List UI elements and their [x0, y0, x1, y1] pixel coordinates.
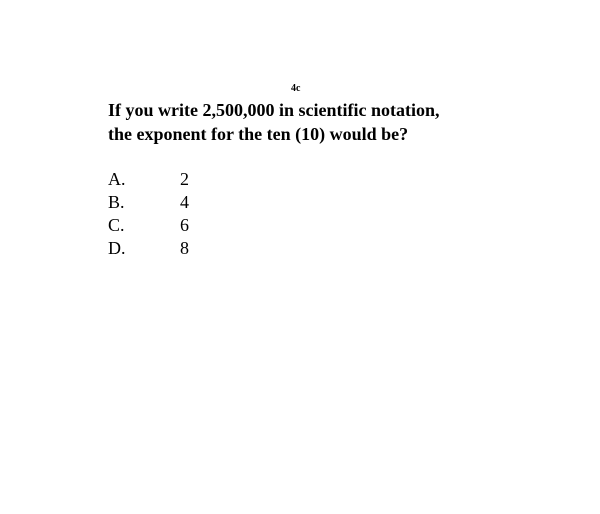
option-letter: C. — [108, 215, 125, 235]
question-line-1: If you write 2,500,000 in scientific notation, — [108, 100, 440, 120]
option-letter: A. — [108, 169, 126, 189]
option-letter: D. — [108, 238, 126, 258]
option-letter: B. — [108, 192, 125, 212]
answer-options — [108, 168, 200, 260]
option-value: 6 — [180, 215, 189, 235]
question-text — [108, 98, 548, 146]
option-value: 4 — [180, 192, 189, 212]
option-value: 8 — [180, 238, 189, 258]
option-value: 2 — [180, 169, 189, 189]
option-d — [108, 237, 200, 260]
option-b — [108, 191, 200, 214]
option-c — [108, 214, 200, 237]
slide-number: 4c — [291, 83, 301, 94]
question-line-2: the exponent for the ten (10) would be? — [108, 124, 409, 144]
option-a — [108, 168, 200, 191]
